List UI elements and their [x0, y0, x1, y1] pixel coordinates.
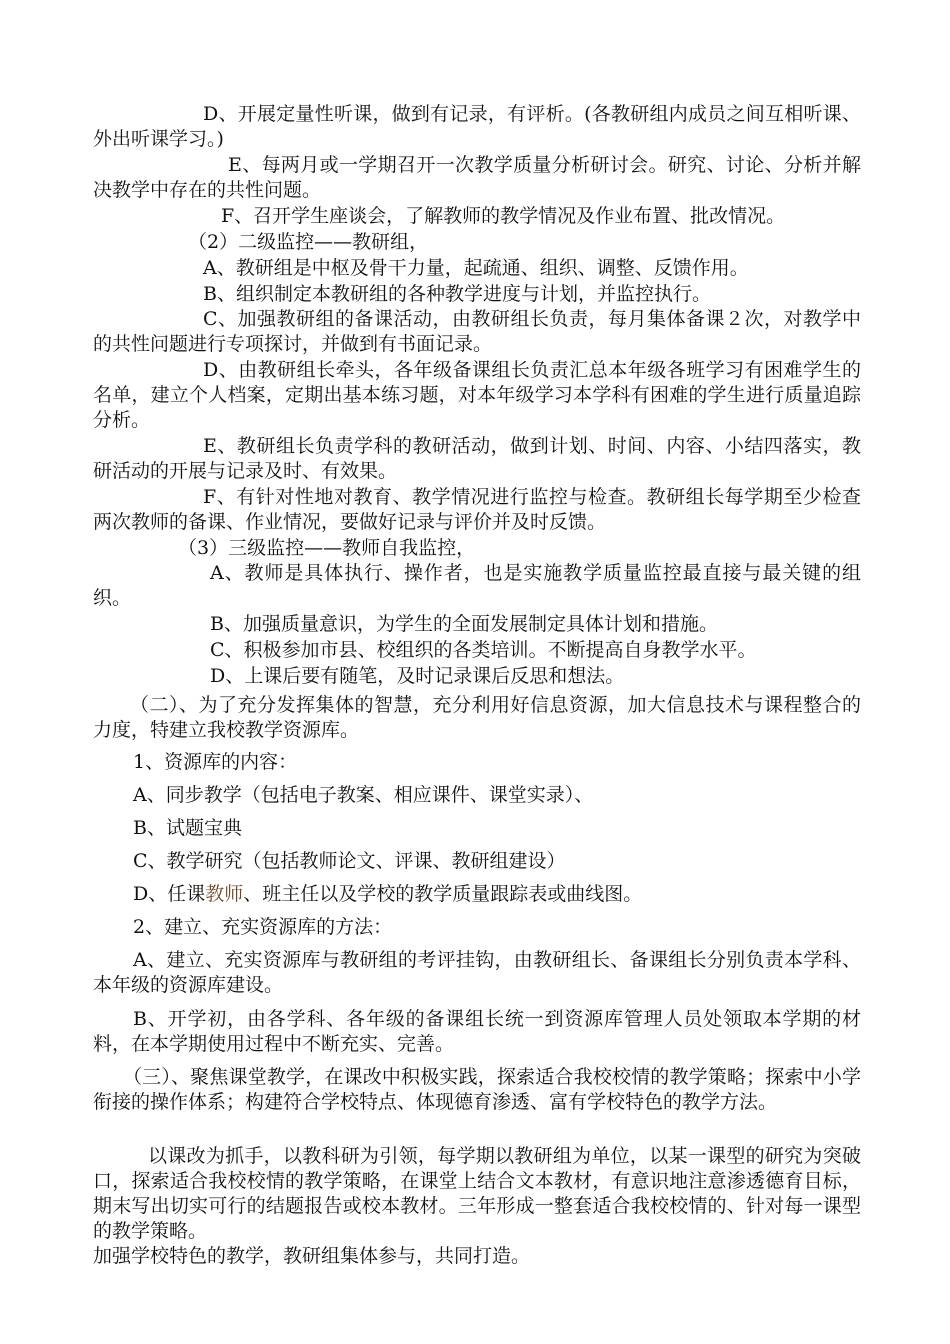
paragraph-text-span: D、任课 [133, 883, 206, 905]
paragraph-p27 [93, 1244, 861, 1269]
paragraph-text-span: F、有针对性地对教育、教学情况进行监控与检查。教研组长每学期至少检查两次教师的备课、作业情况，要做好记录与评价并及时反馈。 [93, 486, 861, 533]
paragraph-text-span: D、上课后要有随笔，及时记录课后反思和想法。 [210, 665, 625, 687]
paragraph-text [93, 434, 861, 484]
paragraph-text [93, 638, 861, 663]
paragraph-p2 [93, 153, 861, 203]
paragraph-text-span: B、加强质量意识，为学生的全面发展制定具体计划和措施。 [210, 613, 718, 635]
paragraph-text-span: C、教学研究（包括教师论文、评课、教研组建设） [133, 850, 566, 872]
paragraph-text [93, 882, 861, 907]
paragraph-p1 [93, 102, 861, 152]
paragraph-text-span: （2）二级监控——教研组， [188, 231, 429, 253]
paragraph-text-span: （三）、聚焦课堂教学，在课改中积极实践，探索适合我校校情的教学策略；探索中小学衔接的操作体系；构建符合学校特点、体现德育渗透、富有学校特色的教学方法。 [93, 1066, 861, 1113]
paragraph-p26 [93, 1144, 861, 1244]
paragraph-p10 [93, 485, 861, 535]
paragraph-text [93, 948, 861, 998]
paragraph-p19 [93, 816, 861, 841]
paragraph-text [93, 536, 861, 561]
paragraph-text-span: C、加强教研组的备课活动，由教研组长负责，每月集体备课２次，对教学中的共性问题进行专项探讨，并做到有书面记录。 [93, 308, 861, 355]
paragraph-text [93, 1244, 861, 1269]
paragraph-text [93, 102, 861, 152]
paragraph-text-span: 、班主任以及学校的教学质量跟踪表或曲线图。 [243, 883, 643, 905]
paragraph-text-span: C、积极参加市县、校组织的各类培训。不断提高自身教学水平。 [210, 639, 757, 661]
paragraph-p4 [93, 230, 861, 255]
paragraph-text [93, 561, 861, 611]
paragraph-p23 [93, 948, 861, 998]
paragraph-p21a [93, 882, 861, 907]
paragraph-text [93, 816, 861, 841]
paragraph-text-span: B、开学初，由各学科、各年级的备课组长统一到资源库管理人员处领取本学期的材料，在本学期使用过程中不断充实、完善。 [93, 1008, 861, 1055]
paragraph-text-span: D、由教研组长牵头，各年级备课组长负责汇总本年级各班学习有困难学生的名单，建立个人档案，定期出基本练习题，对本年级学习本学科有困难的学生进行质量追踪分析。 [93, 359, 861, 431]
paragraph-text-span: E、每两月或一学期召开一次教学质量分析研讨会。研究、讨论、分析并解决教学中存在的共性问题。 [93, 154, 861, 201]
paragraph-text [93, 849, 861, 874]
paragraph-p9 [93, 434, 861, 484]
paragraph-p14 [93, 638, 861, 663]
paragraph-text [93, 693, 861, 743]
paragraph-text-span: F、召开学生座谈会，了解教师的教学情况及作业布置、批改情况。 [221, 205, 786, 227]
paragraph-text [93, 915, 861, 940]
paragraph-text [93, 612, 861, 637]
paragraph-text-span: A、同步教学（包括电子教案、相应课件、课堂实录）、 [133, 784, 594, 806]
paragraph-text-span: A、教研组是中枢及骨干力量，起疏通、组织、调整、反馈作用。 [203, 257, 749, 279]
paragraph-p22 [93, 915, 861, 940]
paragraph-text [93, 1007, 861, 1057]
paragraph-p17 [93, 750, 861, 775]
paragraph-text-span: E、教研组长负责学科的教研活动，做到计划、时间、内容、小结四落实，教研活动的开展与记录及时、有效果。 [93, 435, 861, 482]
paragraph-text-span: D、开展定量性听课，做到有记录，有评析。(各教研组内成员之间互相听课、外出听课学习。) [93, 103, 861, 150]
paragraph-p6 [93, 282, 861, 307]
paragraph-text [93, 282, 861, 307]
paragraph-text-span: 加强学校特色的教学，教研组集体参与，共同打造。 [93, 1245, 531, 1267]
paragraph-p15 [93, 664, 861, 689]
paragraph-p25 [93, 1065, 861, 1115]
paragraph-text [93, 1065, 861, 1115]
paragraph-text-span: 2、建立、充实资源库的方法： [133, 916, 393, 938]
paragraph-p12 [93, 561, 861, 611]
paragraph-text [93, 485, 861, 535]
paragraph-text [93, 1144, 861, 1244]
paragraph-text-span: （二）、为了充分发挥集体的智慧，充分利用好信息资源，加大信息技术与课程整合的力度，特建立我校教学资源库。 [93, 694, 861, 741]
paragraph-text-span: 以课改为抓手，以教科研为引领，每学期以教研组为单位，以某一课型的研究为突破口，探索适合我校校情的教学策略，在课堂上结合文本教材，有意识地注意渗透德育目标，期末写出切实可行的结题报告或校本教材。三年形成一整套适合我校校情的、针对每一课型的教学策略。 [93, 1145, 861, 1242]
paragraph-text [93, 358, 861, 433]
paragraph-p24 [93, 1007, 861, 1057]
paragraph-text [93, 750, 861, 775]
paragraph-text [93, 664, 861, 689]
paragraph-text [93, 153, 861, 203]
paragraph-p13 [93, 612, 861, 637]
paragraph-p16 [93, 693, 861, 743]
paragraph-text [93, 230, 861, 255]
paragraph-text-span: （3）三级监控——教师自我监控， [178, 537, 476, 559]
paragraph-text-span: B、组织制定本教研组的各种教学进度与计划，并监控执行。 [203, 283, 711, 305]
paragraph-text [93, 307, 861, 357]
highlighted-word: 教师 [205, 883, 244, 905]
paragraph-p20 [93, 849, 861, 874]
paragraph-text [93, 204, 861, 229]
paragraph-p3 [93, 204, 861, 229]
paragraph-text [93, 256, 861, 281]
paragraph-text-span: A、教师是具体执行、操作者，也是实施教学质量监控最直接与最关键的组织。 [93, 562, 861, 609]
paragraph-text-span: B、试题宝典 [133, 817, 242, 839]
paragraph-text-span: A、建立、充实资源库与教研组的考评挂钩，由教研组长、备课组长分别负责本学科、本年级的资源库建设。 [93, 949, 861, 996]
paragraph-text-span: 1、资源库的内容： [133, 751, 298, 773]
paragraph-p7 [93, 307, 861, 357]
paragraph-p8 [93, 358, 861, 433]
paragraph-p5 [93, 256, 861, 281]
paragraph-p18 [93, 783, 861, 808]
paragraph-text [93, 783, 861, 808]
paragraph-p11 [93, 536, 861, 561]
